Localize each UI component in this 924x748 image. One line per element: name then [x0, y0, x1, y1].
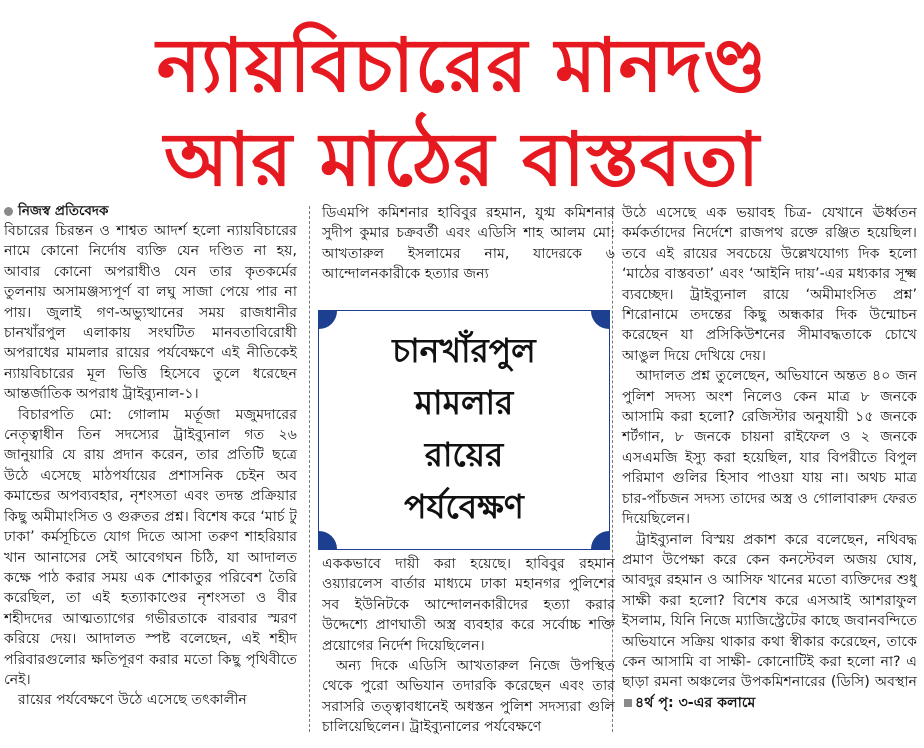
callout-line: রায়ের [424, 435, 504, 474]
square-bullet-icon [624, 699, 632, 707]
paragraph: রায়ের পর্যবেক্ষণে উঠে এসেছে তৎকালীন [18, 692, 247, 709]
paragraph: আদালত প্রশ্ন তুলেছেন, অভিযানে অন্তত ৪০ জন পুলিশ সদস্য অংশ নিলেও কেন মাত্র ৮ জনকে আসামি করা হলো? রেজিস্টার অনুযায়ী ১৫ জনকে শর্টগান, ৮ জনকে চায়না রাইফেল ও ২ জনকে এসএমজি ইস্যু করা হয়েছিল, যার বিপরীতে বিপুল পরিমাণ গুলির হিসাব পাওয়া যায় না। অথচ মাত্র চার-পাঁচজন সদস্য তাদের অস্ত্র ও গোলাবারুদ ফেরত দিয়েছিলেন। [622, 368, 917, 528]
byline-text: নিজস্ব প্রতিবেদক [18, 203, 109, 219]
paragraph: উঠে এসেছে এক ভয়াবহ চিত্র- যেখানে ঊর্ধ্বতন কর্মকর্তাদের নির্দেশে রাজপথ রক্তে রঞ্জিত হয়েছিল। তবে এই রায়ের সবচেয়ে উল্লেখযোগ্য দিক হলো ‘মাঠের বাস্তবতা’ এবং ‘আইনি দায়’-এর মধ্যকার সূক্ষ্ম ব্যবচ্ছেদ। ট্রাইব্যুনাল রায়ে ‘অমীমাংসিত প্রশ্ন’ শিরোনামে তদন্তের কিছু অন্ধকার দিক উন্মোচন করেছেন যা প্রসিকিউশনের সীমাবদ্ধতাকে চোখে আঙুল দিয়ে দেখিয়ে দেয়। [622, 205, 917, 364]
byline [4, 203, 297, 219]
callout-frame [318, 310, 610, 550]
callout-line: চানখাঁরপুল [392, 331, 536, 370]
paragraph [622, 530, 917, 714]
paragraph-text: ট্রাইব্যুনাল বিস্ময় প্রকাশ করে বলেছেন, নথিবদ্ধ প্রমাণ উপেক্ষা করে কেন কনস্টেবল অজয় ঘোষ, আবদুর রহমান ও আসিফ খানের মতো ব্যক্তিদের শুধু সাক্ষী করা হলো? বিশেষ করে এসআই আশরাফুল ইসলাম, যিনি নিজে ম্যাজিস্ট্রেটের কাছে জবানবন্দিতে অভিযানে সক্রিয় থাকার কথা স্বীকার করেছেন, তাকে কেন আসামি বা সাক্ষী- কোনোটিই করা হলো না? এ ছাড়া রমনা অঞ্চলের উপকমিশনারের (ডিসি) অবস্থান [622, 531, 917, 691]
column-divider-left [309, 206, 310, 732]
corner-ornament [318, 531, 337, 550]
headline-line-1: ন্যায়বিচারের মানদণ্ড [156, 23, 768, 109]
corner-ornament [591, 531, 610, 550]
headline-line-2: আর মাঠের বাস্তবতা [163, 117, 761, 203]
continuation-note: ৪র্থ পৃ: ৩-এর কলামে [635, 694, 756, 711]
paragraph: বিচারপতি মো: গোলাম মর্তূজা মজুমদারের নেতৃত্বাধীন তিন সদস্যের ট্রাইব্যুনাল গত ২৬ জানুয়ারি যে রায় প্রদান করেন, তার প্রতিটি ছত্রে উঠে এসেছে মাঠপর্যায়ের প্রশাসনিক চেইন অব কমান্ডের অপব্যবহার, নৃশংসতা এবং তদন্ত প্রক্রিয়ার কিছু অমীমাংসিত ও গুরুতর প্রশ্ন। বিশেষ করে ‘মার্চ টু ঢাকা’ কর্মসূচিতে যোগ দিতে আসা তরুণ শাহরিয়ার খান আনাসের সেই আবেগঘন চিঠি, যা আদালত কক্ষে পাঠ করার সময় এক শোকাতুর পরিবেশ তৈরি করেছিল, তা এই হত্যাকাণ্ডের নৃশংসতা ও বীর শহীদদের আত্মত্যাগের গভীরতাকে বারবার স্মরণ করিয়ে দেয়। আদালত স্পষ্ট বলেছেন, এই শহীদ পরিবারগুলোর ক্ষতিপূরণ করার মতো কিছু পৃথিবীতে নেই। [4, 406, 297, 688]
article-column-3 [622, 203, 917, 713]
paragraph: অন্য দিকে এডিসি আখতারুল নিজে উপস্থিত থেকে পুরো অভিযান তদারকি করেছেন এবং তার সরাসরি তত্ত্বাবধানেই অধস্তন পুলিশ সদস্যরা গুলি চালিয়েছিলেন। ট্রাইব্যুনালের পর্যবেক্ষণে [322, 658, 615, 736]
callout-title [319, 325, 609, 533]
article-column-2-bottom [322, 554, 615, 738]
article-column-1 [4, 203, 297, 711]
paragraph: ডিএমপি কমিশনার হাবিবুর রহমান, যুগ্ম কমিশনার সুদীপ কুমার চক্রবর্তী এবং এডিসি শাহ আলম মো: আখতারুল ইসলামের নাম, যাদেরকে ৬ আন্দোলনকারীকে হত্যার জন্য [322, 205, 615, 283]
callout-box [318, 310, 610, 550]
callout-line: পর্যবেক্ষণ [404, 487, 524, 526]
bullet-icon [4, 207, 13, 216]
paragraph: এককভাবে দায়ী করা হয়েছে। হাবিবুর রহমান ওয়্যারলেস বার্তার মাধ্যমে ঢাকা মহানগর পুলিশের সব ইউনিটকে আন্দোলনকারীদের হত্যা করার উদ্দেশ্যে প্রাণঘাতী অস্ত্র ব্যবহার করে সর্বোচ্চ শক্তি প্রয়োগের নির্দেশ দিয়েছিলেন। [322, 556, 615, 654]
callout-line: মামলার [414, 383, 514, 422]
article-column-2-top [322, 203, 615, 285]
paragraph: বিচারের চিরন্তন ও শাশ্বত আদর্শ হলো ন্যায়বিচারের নামে কোনো নির্দোষ ব্যক্তি যেন দণ্ডিত না হয়, আবার কোনো অপরাধীও যেন তার কৃতকর্মের তুলনায় অসামঞ্জস্যপূর্ণ বা লঘু সাজা পেয়ে পার না পায়। জুলাই গণ-অভ্যুত্থানের সময় রাজধানীর চানখাঁরপুল এলাকায় সংঘটিত মানবতাবিরোধী অপরাধের মামলার রায়ের পর্যবেক্ষণে এই নীতিকেই ন্যায়বিচারের মূল ভিত্তি হিসেবে তুলে ধরেছেন আন্তর্জাতিক অপরাধ ট্রাইব্যুনাল-১। [4, 223, 297, 403]
